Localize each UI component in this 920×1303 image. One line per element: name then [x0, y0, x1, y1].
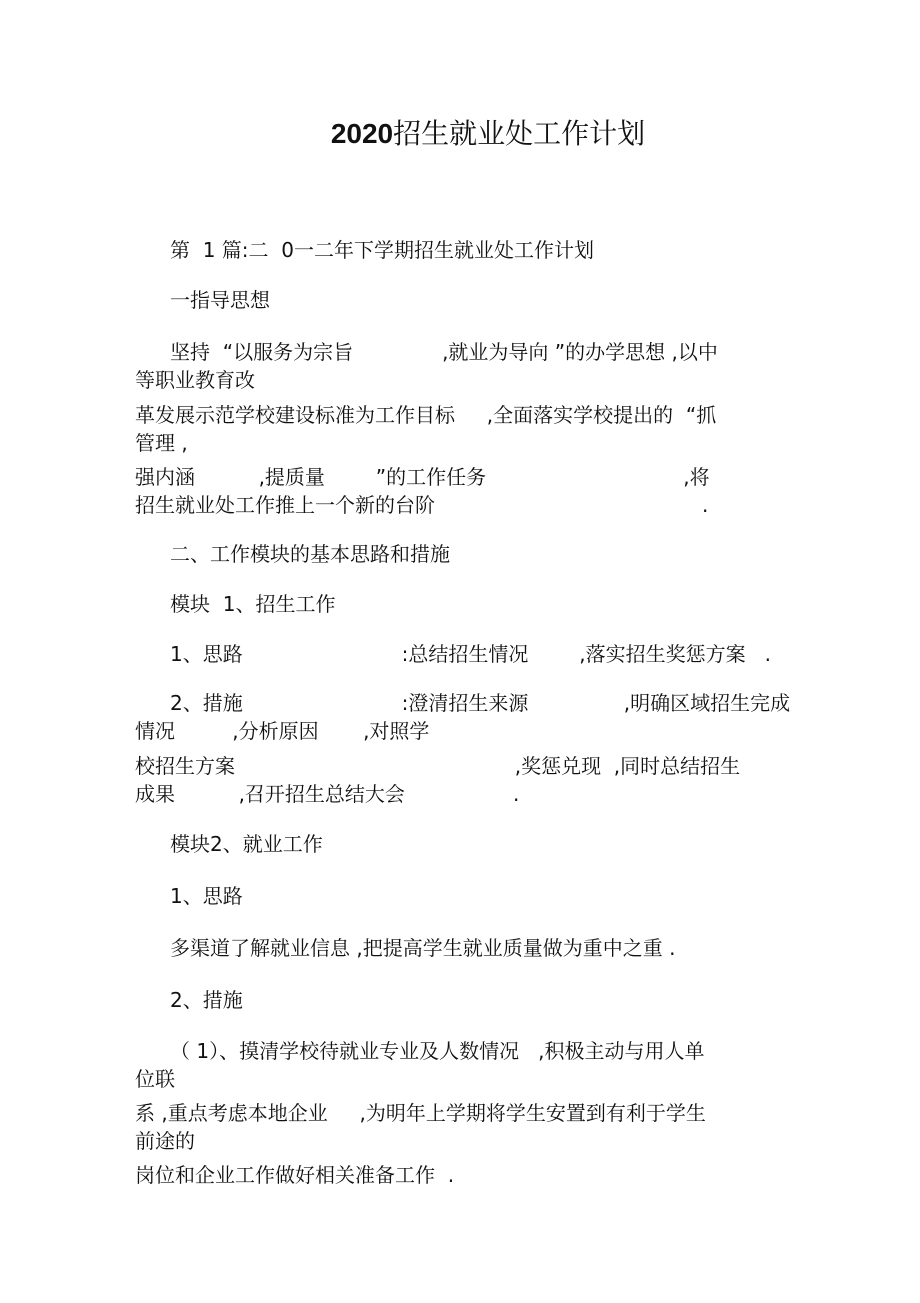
title-year: 2020	[330, 118, 394, 149]
section-heading-part1: 第 1 篇:二 0一二年下学期招生就业处工作计划	[170, 238, 594, 262]
paragraph-line: 成果 ,召开招生总结大会 .	[135, 782, 520, 806]
paragraph-line: 强内涵 ,提质量 ”的工作任务 ,将	[135, 465, 710, 489]
paragraph-line: 前途的	[135, 1129, 195, 1153]
paragraph-line: 2、措施 :澄清招生来源 ,明确区域招生完成	[170, 691, 791, 715]
title-text: 招生就业处工作计划	[393, 117, 646, 150]
heading-guiding-ideology: 一指导思想	[170, 288, 270, 312]
paragraph-line: 管理 ,	[135, 431, 188, 455]
paragraph-line: （ 1）、摸清学校待就业专业及人数情况 ,积极主动与用人单	[170, 1039, 705, 1063]
paragraph-line: 校招生方案 ,奖惩兑现 ,同时总结招生	[135, 754, 741, 778]
paragraph-line: 1、思路 :总结招生情况 ,落实招生奖惩方案 .	[170, 642, 772, 666]
heading-module-1: 模块 1、招生工作	[170, 592, 336, 616]
paragraph-line: 招生就业处工作推上一个新的台阶 .	[135, 493, 709, 517]
heading-approach: 1、思路	[170, 884, 243, 908]
document-title	[0, 114, 920, 154]
paragraph-line: 系 ,重点考虑本地企业 ,为明年上学期将学生安置到有利于学生	[135, 1101, 706, 1125]
paragraph-line: 革发展示范学校建设标准为工作目标 ,全面落实学校提出的 “抓	[135, 403, 717, 427]
paragraph-line: 岗位和企业工作做好相关准备工作 .	[135, 1163, 455, 1187]
paragraph-line: 情况 ,分析原因 ,对照学	[135, 719, 430, 743]
heading-work-modules: 二、工作模块的基本思路和措施	[170, 542, 450, 566]
paragraph-line: 位联	[135, 1067, 175, 1091]
paragraph-line: 等职业教育改	[135, 368, 255, 392]
heading-measures: 2、措施	[170, 988, 243, 1012]
heading-module-2: 模块2、就业工作	[170, 832, 323, 856]
paragraph-line: 多渠道了解就业信息 ,把提高学生就业质量做为重中之重 .	[170, 936, 676, 960]
paragraph-line: 坚持 “以服务为宗旨 ,就业为导向 ”的办学思想 ,以中	[170, 340, 718, 364]
